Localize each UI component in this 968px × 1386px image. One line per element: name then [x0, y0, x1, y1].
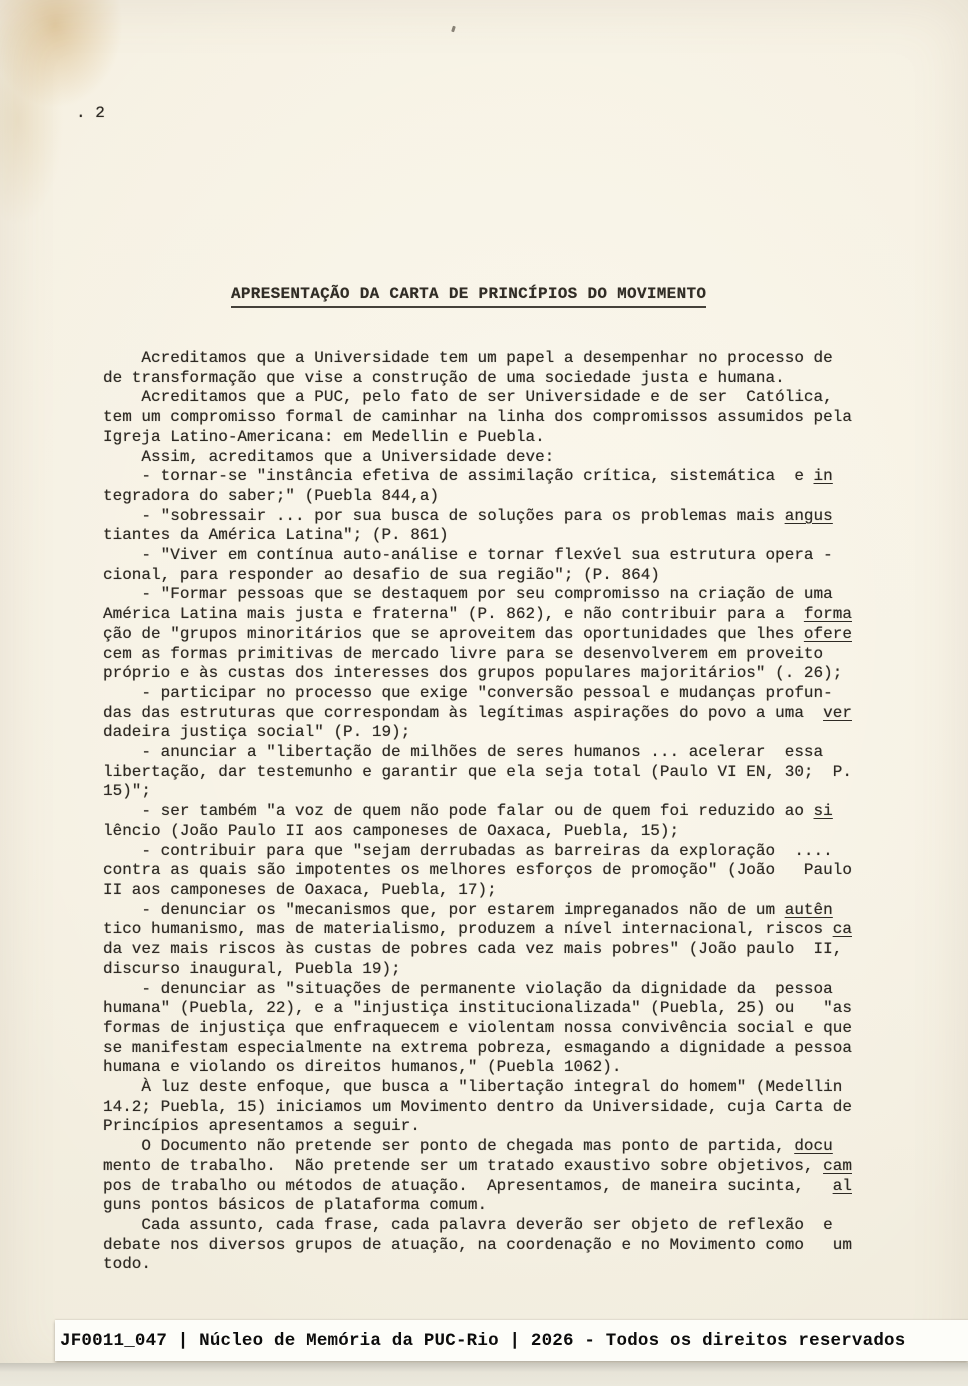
text-line: da vez mais riscos às custas de pobres cada vez mais pobres" (João paulo II,	[103, 940, 843, 959]
ink-speck	[451, 26, 456, 33]
text-line: humana" (Puebla, 22), e a "injustiça institucionalizada" (Puebla, 25) ou "as	[103, 999, 852, 1018]
text-line: - tornar-se "instância efetiva de assimilação crítica, sistemática e in	[103, 467, 833, 486]
document-title-block	[231, 285, 706, 308]
text-line: 14.2; Puebla, 15) iniciamos um Movimento dentro da Universidade, cuja Carta de	[103, 1097, 852, 1116]
hyphenation-underline: in	[813, 467, 833, 486]
text-line: cional, para responder ao desafio de sua região"; (P. 864)	[103, 565, 660, 584]
text-line: formas de injustiça que enfraquecem e violentam nossa convivência social e que	[103, 1018, 852, 1037]
text-line: O Documento não pretende ser ponto de chegada mas ponto de partida, docu	[103, 1137, 833, 1156]
text-line: mento de trabalho. Não pretende ser um tratado exaustivo sobre objetivos, cam	[103, 1156, 852, 1175]
text-line: Acreditamos que a Universidade tem um papel a desempenhar no processo de	[103, 349, 833, 367]
watermark-footer-band	[55, 1320, 968, 1361]
text-line: - anunciar a "libertação de milhões de seres humanos ... acelerar essa	[103, 743, 824, 762]
text-line: II aos camponeses de Oaxaca, Puebla, 17);	[103, 880, 497, 899]
text-line: - "sobressair ... por sua busca de soluções para os problemas mais angus	[103, 506, 833, 525]
text-line: guns pontos básicos de plataforma comum.	[103, 1196, 488, 1215]
text-line: Cada assunto, cada frase, cada palavra deverão ser objeto de reflexão e	[103, 1215, 833, 1234]
text-line: ção de "grupos minoritários que se aproveitem das oportunidades que lhes ofere	[103, 624, 852, 643]
text-line: libertação, dar testemunho e garantir que ela seja total (Paulo VI EN, 30; P.	[103, 762, 852, 781]
text-line: - "Viver em contínua auto-análise e tornar flexv́el sua estrutura opera -	[103, 546, 833, 565]
hyphenation-underline: angus	[784, 506, 833, 525]
text-line: América Latina mais justa e fraterna" (P. 862), e não contribuir para a forma	[103, 605, 852, 624]
text-line: - denunciar os "mecanismos que, por estarem impreganados não de um autên	[103, 900, 833, 919]
text-line: lêncio (João Paulo II aos camponeses de Oaxaca, Puebla, 15);	[103, 821, 680, 840]
text-line: próprio e às custas dos interesses dos grupos populares majoritários" (. 26);	[103, 664, 843, 683]
text-line: - participar no processo que exige "conversão pessoal e mudanças profun-	[103, 683, 833, 702]
watermark-footer-text: JF0011_047 | Núcleo de Memória da PUC-Rio | 2026 - Todos os direitos reservados	[60, 1330, 906, 1351]
document-body	[103, 349, 893, 1275]
hyphenation-underline: ver	[823, 703, 852, 722]
text-line: Igreja Latino-Americana: em Medellin e Puebla.	[103, 427, 545, 446]
text-line: À luz deste enfoque, que busca a "libertação integral do homem" (Medellin	[103, 1078, 843, 1097]
hyphenation-underline: autên	[784, 900, 833, 919]
text-line: tiantes da América Latina"; (P. 861)	[103, 526, 449, 545]
text-line: pos de trabalho ou métodos de atuação. Apresentamos, de maneira sucinta, al	[103, 1176, 852, 1195]
page-number: . 2	[76, 104, 105, 122]
text-line: todo.	[103, 1255, 152, 1274]
text-line: tico humanismo, mas de materialismo, produzem a nível internacional, riscos ca	[103, 920, 852, 939]
text-line: - denunciar as "situações de permanente violação da dignidade da pessoa	[103, 979, 833, 998]
text-line: tegradora do saber;" (Puebla 844,a)	[103, 486, 440, 505]
text-line: de transformação que vise a construção de uma sociedade justa e humana.	[103, 368, 785, 387]
text-line: cem as formas primitivas de mercado livre para se desenvolverem em proveito	[103, 644, 824, 663]
text-line: - contribuir para que "sejam derrubadas as barreiras da exploração ....	[103, 841, 833, 860]
text-line: - ser também "a voz de quem não pode falar ou de quem foi reduzido ao si	[103, 802, 833, 821]
text-line: das das estruturas que correspondam às legítimas aspirações do povo a uma ver	[103, 703, 852, 722]
document-title: APRESENTAÇÃO DA CARTA DE PRINCÍPIOS DO MOVIMENTO	[231, 285, 706, 308]
text-line: discurso inaugural, Puebla 19);	[103, 959, 401, 978]
text-line: Acreditamos que a PUC, pelo fato de ser Universidade e de ser Católica,	[103, 388, 833, 407]
text-line: dadeira justiça social" (P. 19);	[103, 723, 411, 742]
hyphenation-underline: docu	[794, 1137, 833, 1156]
text-line: 15)";	[103, 782, 152, 801]
text-line: humana e violando os direitos humanos," (Puebla 1062).	[103, 1058, 622, 1077]
hyphenation-underline: cam	[823, 1156, 852, 1175]
hyphenation-underline: si	[813, 802, 833, 821]
text-line: contra as quais são impotentes os melhores esforços de promoção" (João Paulo	[103, 861, 852, 880]
hyphenation-underline: forma	[803, 605, 852, 624]
text-line: Princípios apresentamos a seguir.	[103, 1117, 420, 1136]
text-line: Assim, acreditamos que a Universidade deve:	[103, 447, 555, 466]
text-line: debate nos diversos grupos de atuação, na coordenação e no Movimento como um	[103, 1235, 852, 1254]
hyphenation-underline: ofere	[803, 624, 852, 643]
scan-bottom-edge	[0, 1363, 968, 1386]
text-line: se manifestam especialmente na extrema pobreza, esmagando a dignidade a pessoa	[103, 1038, 852, 1057]
hyphenation-underline: al	[832, 1176, 852, 1195]
text-line: - "Formar pessoas que se destaquem por seu compromisso na criação de uma	[103, 585, 833, 604]
hyphenation-underline: ca	[832, 920, 852, 939]
text-line: tem um compromisso formal de caminhar na linha dos compromissos assumidos pela	[103, 408, 852, 427]
